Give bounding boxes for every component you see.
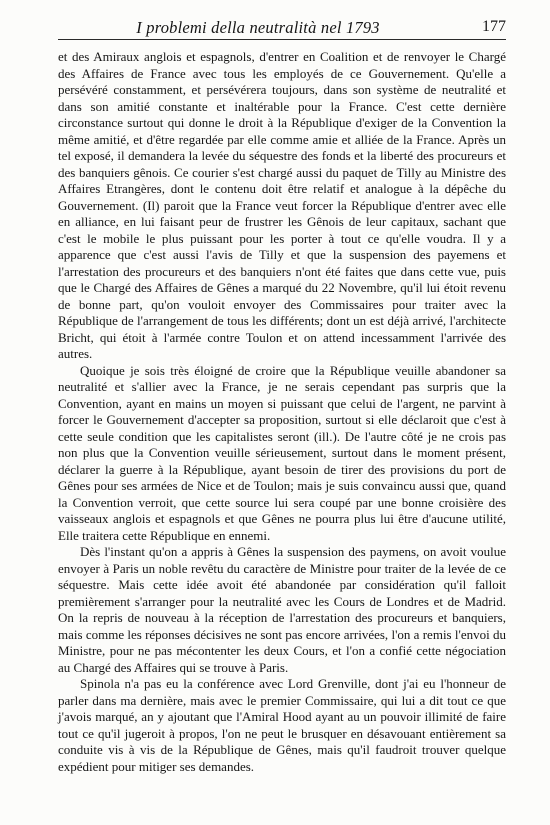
running-title: I problemi della neutralità nel 1793	[136, 18, 380, 37]
running-header	[58, 17, 506, 40]
paragraph-4: Spinola n'a pas eu la conférence avec Lord Grenville, dont j'ai eu l'honneur de parler dans ma dernière, mais avec le premier Commissaire, qui lui a dit tout ce que j'avois marqué, an y ajoutant que l'Amiral Hood ayant au un pouvoir illimité de faire tout ce qu'il jugeroit à propos, l'on ne peut le brusquer en désavouant entièrement sa conduite vis à vis de la République de Gênes, mais qu'il faudroit trouver quelque expédient pour mitiger ses demandes.	[58, 676, 506, 774]
page-number: 177	[482, 18, 506, 35]
paragraph-2: Quoique je sois très éloigné de croire que la République veuille abandoner sa neutralité et s'allier avec la France, je ne serais cependant pas surpris que la Convention, ayant en mains un moyen si puissant que celui de l'argent, ne parvint à forcer le Gouvernement d'accepter sa proposition, surtout si elle déclaroit que c'est à cette seule condition que les capitalistes seront (ill.). De l'autre côté je ne crois pas non plus que la Convention veuille sérieusement, surtout dans le moment présent, déclarer la guerre à la République, ayant besoin de tirer des provisions du port de Gênes pour ses armées de Nice et de Toulon; mais je suis convaincu aussi que, quand la Convention verroit, que cette source lui sera coupé par une bonne croisière des vaisseaux anglois et espagnols et que Gênes ne pourra plus lui être d'aucune utilité, Elle traitera cette République en ennemi.	[58, 362, 506, 543]
paragraph-1: et des Amiraux anglois et espagnols, d'entrer en Coalition et de renvoyer le Chargé des Affaires de France avec tous les employés de ce Gouvernement. Qu'elle a persévéré constamment, et persévérera toujours, dans son système de neutralité et dans son amitié constante et inaltérable pour la France. C'est cette dernière circonstance surtout qui donne le droit à la République d'exiger de la Convention la même amitié, et d'être regardée par elle comme amie et alliée de la France. Après un tel exposé, il demandera la levée du séquestre des fonds et la liberté des procureurs et des banquiers gênois. Ce courier s'est chargé aussi du paquet de Tilly au Ministre des Affaires Etrangères, dont le contenu doit être relatif et analogue à la dépêche du Gouvernement. (Il) paroit que la France veut forcer la République d'entrer avec elle en alliance, en lui faisant peur de frustrer les Gênois de leur capitaux, sachant que c'est le mobile le plus puissant pour les porter à tout ce qu'elle voudra. Il y a apparence que c'est aussi l'avis de Tilly et que la suspension des payemens et l'arrestation des procureurs et des banquiers n'ont été faites que dans cette vue, puis que le Chargé des Affaires de Gênes a marqué du 22 Novembre, qu'il lui étoit revenu de bonne part, qu'on vouloit envoyer des Commissaires pour traiter avec la République de l'arrangement de tous les différents; dont un est déjà arrivé, l'architecte Bricht, qui étoit à l'armée contre Toulon et on attend incessamment l'arrivée des autres.	[58, 49, 506, 361]
body-text	[58, 49, 506, 775]
paragraph-3: Dès l'instant qu'on a appris à Gênes la suspension des paymens, on avoit voulue envoyer à Paris un noble revêtu du caractère de Ministre pour traiter de la levée de ce séquestre. Mais cette idée avoit été abandonée par considération qu'il falloit premièrement s'arranger pour la neutralité avec les Cours de Londres et de Madrid. On la repris de nouveau à la réception de l'arrestation des procureurs et banquiers, mais comme les réponses décisives ne sont pas encore arrivées, l'on a remis l'envoi du Ministre, pour ne pas mécontenter les deux Cours, et l'on a confié cette négociation au Chargé des Affaires qui se trouve à Paris.	[58, 544, 506, 675]
